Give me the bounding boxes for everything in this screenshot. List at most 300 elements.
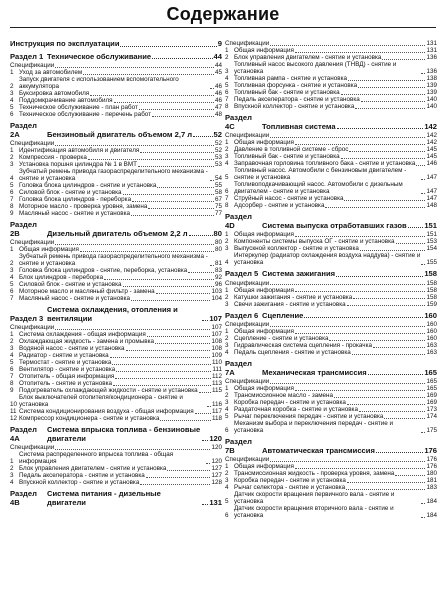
entry-title: Запуск двигателя с использованием вспомогательного аккумулятора	[19, 76, 179, 90]
entry-page: 52	[214, 147, 222, 154]
entry-title: Катушки зажигания - снятие и установка	[234, 293, 353, 301]
entry-page: 58	[214, 189, 222, 196]
dot-leader	[346, 489, 425, 490]
entry-number: 4	[225, 75, 229, 82]
entry-number: 3	[225, 300, 229, 308]
toc-entry	[10, 288, 222, 295]
toc-entry	[225, 160, 437, 167]
entry-title: Блок управления двигателем - снятие и установка	[234, 54, 382, 61]
dot-leader	[376, 452, 423, 453]
section-title: Техническое обслуживание	[47, 51, 152, 61]
section-number: Раздел 5	[225, 269, 259, 278]
dot-leader	[55, 67, 214, 68]
entry-title: Общая информация	[234, 231, 294, 238]
entry-title: Заправочная горловина топливного бака - снятие и установка	[234, 160, 416, 167]
entry-title: Масляный насос - снятие и установка	[19, 210, 130, 217]
entry-number: 5	[10, 281, 14, 288]
entry-number: 6	[225, 188, 229, 195]
entry-page: 183	[426, 484, 437, 491]
toc-entry	[10, 97, 222, 104]
section-heading	[10, 490, 222, 507]
entry-page: 127	[211, 465, 222, 472]
toc-entry	[10, 479, 222, 486]
dot-leader	[352, 354, 426, 355]
entry-title: Выпускной коллектор - снятие и установка	[234, 245, 359, 252]
section-title: Дизельный двигатель объемом 2,2 л	[47, 228, 188, 238]
entry-page: 147	[426, 195, 437, 202]
toc-entry	[225, 153, 437, 160]
entry-page: 169	[426, 392, 437, 399]
dot-leader	[295, 333, 426, 334]
entry-title: Моторное масло и масляный фильтр - замена	[19, 288, 155, 295]
entry-title: Гидравлическая система сцепления - прокачка	[234, 342, 372, 349]
entry-number: 3	[10, 267, 14, 274]
entry-page: 80	[214, 246, 222, 253]
section-title: Система охлаждения, отопления и вентиляции	[47, 305, 178, 323]
entry-title: Водяной насос - снятие и установка	[19, 345, 125, 352]
entry-title: Впускной коллектор - снятие и установка	[234, 103, 355, 110]
entry-title: Головка блока цилиндров - снятие, переборка, установка	[19, 267, 188, 274]
entry-page: 184	[426, 498, 437, 505]
entry-number: 6	[10, 288, 14, 295]
entry-title: Техническое обслуживание - план работ	[19, 104, 138, 111]
entry-title: Система кондиционирования воздуха - общая информация	[19, 408, 194, 415]
entry-number: 1	[10, 331, 14, 338]
toc-section	[225, 114, 437, 209]
entry-number: 2	[225, 146, 229, 153]
dot-leader	[270, 326, 425, 327]
entry-title: Установка поршня цилиндра № 1 в ВМТ	[19, 161, 137, 168]
toc-entry	[10, 415, 222, 422]
dot-leader	[206, 463, 210, 464]
dot-leader	[210, 180, 214, 181]
toc-entry	[225, 484, 437, 491]
dot-leader	[131, 215, 214, 216]
dot-leader	[157, 187, 214, 188]
toc-entry	[225, 420, 437, 434]
entry-title: Буксировка автомобиля	[19, 90, 90, 97]
section-number: Раздел 1	[10, 51, 44, 61]
dot-leader	[304, 317, 423, 318]
entry-page: 147	[426, 188, 437, 195]
toc-entry	[10, 274, 222, 281]
entry-title: Радиатор - снятие и установка	[19, 352, 109, 359]
entry-title: Рычаг селектора - снятие и установка	[234, 484, 346, 491]
entry-title: Блок цилиндров - переборка	[19, 274, 104, 281]
entry-title: Давление в топливной системе - сброс	[234, 146, 349, 153]
entry-number: 1	[225, 463, 229, 470]
entry-number: 11	[10, 408, 17, 415]
dot-leader	[193, 136, 212, 137]
section-number: Раздел 6	[225, 310, 259, 320]
dot-leader	[270, 461, 425, 462]
toc-entry	[225, 195, 437, 202]
entry-page: 112	[211, 373, 222, 380]
entry-number: 3	[225, 477, 229, 484]
dot-leader	[202, 320, 208, 321]
entry-page: 103	[211, 288, 222, 295]
entry-title: Общая информация	[234, 385, 294, 392]
toc-section	[10, 490, 222, 507]
entry-title: Трансмиссионная жидкость - проверка уровня, замена	[234, 470, 395, 477]
toc-entry	[225, 491, 437, 505]
toc-entry	[225, 202, 437, 209]
entry-page: 165	[426, 378, 437, 385]
dot-leader	[295, 291, 426, 292]
dot-leader	[140, 152, 214, 153]
entry-number: 6	[10, 189, 14, 196]
entry-number: 4	[225, 259, 229, 266]
entry-number: 9	[10, 210, 14, 217]
entry-title: Спецификации	[225, 132, 270, 139]
entry-page: 46	[214, 83, 222, 90]
toc-entry	[225, 132, 437, 139]
section-page: 80	[213, 228, 222, 238]
dot-leader	[355, 108, 425, 109]
dot-leader	[359, 411, 426, 412]
entry-number: 1	[10, 246, 14, 253]
toc-entry	[10, 338, 222, 345]
entry-title: Коробка передач - снятие и установка	[234, 399, 346, 406]
entry-title: Отопитель - снятие и установка	[19, 380, 113, 387]
section-title: Механическая трансмиссия	[262, 367, 367, 377]
entry-number: 2	[225, 470, 229, 477]
toc-section	[10, 122, 222, 217]
entry-page: 47	[214, 104, 222, 111]
section-page: 44	[213, 51, 222, 61]
toc-section	[10, 426, 222, 486]
entry-number: 7	[225, 195, 229, 202]
entry-number: 5	[10, 182, 14, 189]
dot-leader	[349, 151, 425, 152]
dot-leader	[295, 236, 426, 237]
entry-number: 2	[10, 154, 14, 161]
entry-title: Компрессия - проверка	[19, 154, 87, 161]
toc-entry	[225, 477, 437, 484]
entry-number: 4	[225, 160, 229, 167]
dot-leader	[113, 385, 211, 386]
toc-entry	[10, 196, 222, 203]
toc-entry	[225, 167, 437, 181]
entry-page: 147	[426, 174, 437, 181]
entry-page: 53	[214, 154, 222, 161]
entry-number: 2	[225, 335, 229, 342]
section-number: Раздел 2A	[10, 121, 37, 139]
entry-page: 45	[214, 69, 222, 76]
entry-page: 80	[214, 239, 222, 246]
section-heading	[10, 221, 222, 238]
entry-page: 117	[211, 408, 222, 415]
section-heading	[225, 213, 437, 230]
entry-number: 1	[225, 47, 229, 54]
section-page: 151	[424, 220, 437, 230]
entry-page: 139	[426, 89, 437, 96]
dot-leader	[295, 468, 426, 469]
section-page: 165	[424, 367, 437, 377]
dot-leader	[55, 145, 214, 146]
entry-number: 3	[10, 161, 14, 168]
dot-leader	[156, 293, 211, 294]
section-heading	[10, 122, 222, 139]
entry-title: Уход за автомобилем	[19, 69, 83, 76]
entry-number: 5	[225, 413, 229, 420]
entry-number: 2	[225, 293, 229, 301]
entry-page: 115	[211, 387, 222, 394]
section-page: 176	[424, 445, 437, 455]
entry-title: Подогреватель охлаждающей жидкости - снятие и установка	[19, 387, 198, 394]
dot-leader	[361, 101, 426, 102]
entry-title: Датчик скорости вращения вторичного вала - снятие и установка	[234, 505, 394, 519]
entry-page: 108	[211, 345, 222, 352]
toc-left-column	[10, 40, 222, 508]
dot-leader	[421, 179, 425, 180]
entry-number: 1	[225, 231, 229, 238]
entry-number: 1	[10, 147, 14, 154]
entry-number: 1	[225, 286, 229, 294]
entry-number: 5	[225, 498, 229, 505]
entry-title: Система распределенного впрыска топлива - общая информация	[19, 451, 174, 465]
entry-number: 4	[225, 406, 229, 413]
entry-page: 163	[426, 342, 437, 349]
entry-page: 110	[211, 359, 222, 366]
dot-leader	[123, 194, 214, 195]
section-number: Раздел 7B	[225, 437, 252, 455]
dot-leader	[83, 74, 214, 75]
entry-title: Общая информация	[234, 328, 294, 335]
dot-leader	[270, 284, 425, 285]
entry-title: Струйный насос - снятие и установка	[234, 195, 344, 202]
toc-entry	[10, 76, 222, 90]
toc-section	[225, 213, 437, 266]
entry-title: Блок выключателей отопителя/кондиционера - снятие и установка	[19, 394, 183, 408]
entry-title: Адсорбер - снятие и установка	[234, 202, 325, 209]
dot-leader	[80, 251, 214, 252]
toc-entry	[225, 40, 437, 47]
toc-entry	[10, 352, 222, 359]
dot-leader	[55, 449, 210, 450]
toc-right-column	[225, 40, 437, 519]
entry-title: Спецификации	[225, 378, 270, 385]
toc-entry	[225, 456, 437, 463]
entry-page: 175	[426, 427, 437, 434]
entry-title: Интеркулер (радиатор охлаждения воздуха наддува) - снятие и установка	[234, 252, 421, 266]
toc-entry	[225, 399, 437, 406]
entry-title: Спецификации	[10, 62, 55, 69]
entry-page: 55	[214, 182, 222, 189]
dot-leader	[140, 484, 210, 485]
dot-leader	[155, 343, 211, 344]
dot-leader	[104, 279, 214, 280]
entry-number: 3	[10, 90, 14, 97]
entry-page: 81	[214, 260, 222, 267]
dot-leader	[132, 201, 214, 202]
entry-page: 163	[426, 349, 437, 356]
toc-entry	[10, 203, 222, 210]
dot-leader	[199, 392, 211, 393]
entry-page: 83	[214, 267, 222, 274]
entry-title: Педаль акселератора - снятие и установка	[234, 96, 360, 103]
toc-entry	[225, 181, 437, 195]
entry-page: 136	[426, 68, 437, 75]
entry-title: Педаль акселератора - снятие и установка	[19, 472, 145, 479]
dot-leader	[126, 350, 211, 351]
entry-number: 2	[225, 392, 229, 399]
entry-title: Поддомкрачивание автомобиля	[19, 97, 113, 104]
toc-entry	[10, 387, 222, 394]
dot-leader	[138, 166, 214, 167]
section-page: 142	[424, 121, 437, 131]
section-heading	[225, 114, 437, 131]
entry-title: Моторное масло - проверка уровня, замена	[19, 203, 148, 210]
entry-title: Топливный насос высокого давления (ТНВД) - снятие и установка	[234, 61, 397, 75]
entry-title: Охлаждающая жидкость - замена и промывка	[19, 338, 154, 345]
entry-title: Общая информация	[234, 286, 294, 294]
entry-page: 169	[426, 399, 437, 406]
dot-leader	[336, 276, 423, 277]
entry-page: 44	[214, 62, 222, 69]
dot-leader	[421, 264, 425, 265]
entry-number: 1	[10, 458, 14, 465]
dot-leader	[88, 159, 214, 160]
toc-entry	[10, 331, 222, 338]
dot-leader	[353, 298, 425, 299]
dot-leader	[325, 207, 425, 208]
entry-title: Свечи зажигания - снятие и установка	[234, 300, 346, 308]
entry-page: 142	[426, 132, 437, 139]
entry-title: Термостат - снятие и установка	[19, 359, 112, 366]
entry-number: 9	[10, 387, 14, 394]
dot-leader	[295, 52, 426, 53]
entry-number: 5	[10, 104, 14, 111]
entry-number: 8	[225, 202, 229, 209]
entry-page: 127	[211, 472, 222, 479]
entry-page: 128	[211, 479, 222, 486]
dot-leader	[202, 440, 208, 441]
entry-title: Головка блока цилиндров - снятие и установка	[19, 182, 157, 189]
entry-number: 12	[10, 415, 18, 422]
entry-title: Идентификация автомобиля и двигателя	[19, 147, 140, 154]
entry-number: 2	[10, 83, 14, 90]
dot-leader	[55, 244, 214, 245]
entry-number: 4	[10, 479, 14, 486]
entry-number: 1	[225, 385, 229, 392]
dot-leader	[347, 404, 426, 405]
entry-number: 6	[10, 111, 14, 118]
dot-leader	[421, 73, 425, 74]
entry-page: 136	[426, 54, 437, 61]
section-title: Бензиновый двигатель объемом 2,7 л	[47, 129, 193, 139]
dot-leader	[373, 347, 426, 348]
entry-page: 148	[426, 202, 437, 209]
entry-title: Компоненты системы выпуска ОГ - снятие и установка	[234, 238, 395, 245]
dot-leader	[112, 364, 211, 365]
toc-entry	[10, 324, 222, 331]
dot-leader	[115, 378, 211, 379]
title-divider	[10, 27, 436, 28]
dot-leader	[416, 165, 425, 166]
entry-title: Масляный насос - снятие и установка	[19, 295, 130, 302]
entry-title: Педаль сцепления - снятие и установка	[234, 349, 351, 356]
dot-leader	[337, 128, 424, 129]
section-title: Сцепление	[262, 310, 304, 320]
entry-number: 7	[10, 295, 14, 302]
section-number: Раздел 4C	[225, 113, 252, 131]
toc-entry	[225, 54, 437, 61]
dot-leader	[202, 504, 208, 505]
toc-entry	[225, 328, 437, 335]
toc-section	[10, 40, 222, 49]
entry-title: Техническое обслуживание - перечень работ	[19, 111, 152, 118]
entry-number: 6	[225, 89, 229, 96]
toc-entry	[225, 47, 437, 54]
dot-leader	[195, 413, 211, 414]
entry-title: Система охлаждения - общая информация	[19, 331, 146, 338]
toc-entry	[10, 104, 222, 111]
entry-number: 5	[10, 359, 14, 366]
toc-entry	[225, 463, 437, 470]
dot-leader	[341, 94, 426, 95]
toc-section	[225, 40, 437, 110]
dot-leader	[384, 418, 425, 419]
dot-leader	[139, 109, 214, 110]
dot-leader	[341, 158, 426, 159]
dot-leader	[329, 340, 425, 341]
toc-entry	[225, 280, 437, 287]
dot-leader	[270, 137, 425, 138]
entry-number: 4	[10, 352, 14, 359]
entry-title: Спецификации	[10, 239, 55, 246]
dot-leader	[395, 475, 425, 476]
entry-page: 140	[426, 96, 437, 103]
entry-page: 107	[211, 324, 222, 331]
section-heading	[10, 306, 222, 323]
entry-title: Зубчатый ремень привода газораспределительного механизма - снятие и установка	[19, 168, 208, 182]
toc-entry	[10, 359, 222, 366]
entry-number: 2	[225, 54, 229, 61]
dot-leader	[167, 470, 210, 471]
entry-page: 140	[426, 103, 437, 110]
entry-page: 109	[211, 352, 222, 359]
entry-page: 107	[211, 331, 222, 338]
dot-leader	[120, 46, 216, 47]
entry-page: 176	[426, 456, 437, 463]
section-number: Раздел 4B	[10, 489, 37, 507]
entry-number: 3	[225, 68, 229, 75]
toc-entry	[225, 75, 437, 82]
dot-leader	[358, 87, 425, 88]
entry-number: 4	[225, 349, 229, 356]
toc-entry	[225, 287, 437, 294]
toc-entry	[10, 246, 222, 253]
section-number: Раздел 4A	[10, 425, 37, 443]
section-title: Топливная система	[262, 121, 336, 131]
entry-title: Общая информация	[19, 246, 79, 253]
entry-number: 7	[10, 373, 14, 380]
section-page: 160	[424, 310, 437, 320]
toc-entry	[225, 294, 437, 301]
dot-leader	[90, 95, 214, 96]
entry-title: Сцепление - снятие и установка	[234, 335, 329, 342]
dot-leader	[421, 432, 425, 433]
dot-leader	[421, 503, 425, 504]
entry-title: Впускной коллектор - снятие и установка	[19, 479, 140, 486]
entry-number: 1	[225, 328, 229, 335]
toc-entry	[10, 189, 222, 196]
toc-entry	[225, 139, 437, 146]
dot-leader	[147, 336, 211, 337]
toc-entry	[225, 342, 437, 349]
entry-page: 145	[426, 153, 437, 160]
